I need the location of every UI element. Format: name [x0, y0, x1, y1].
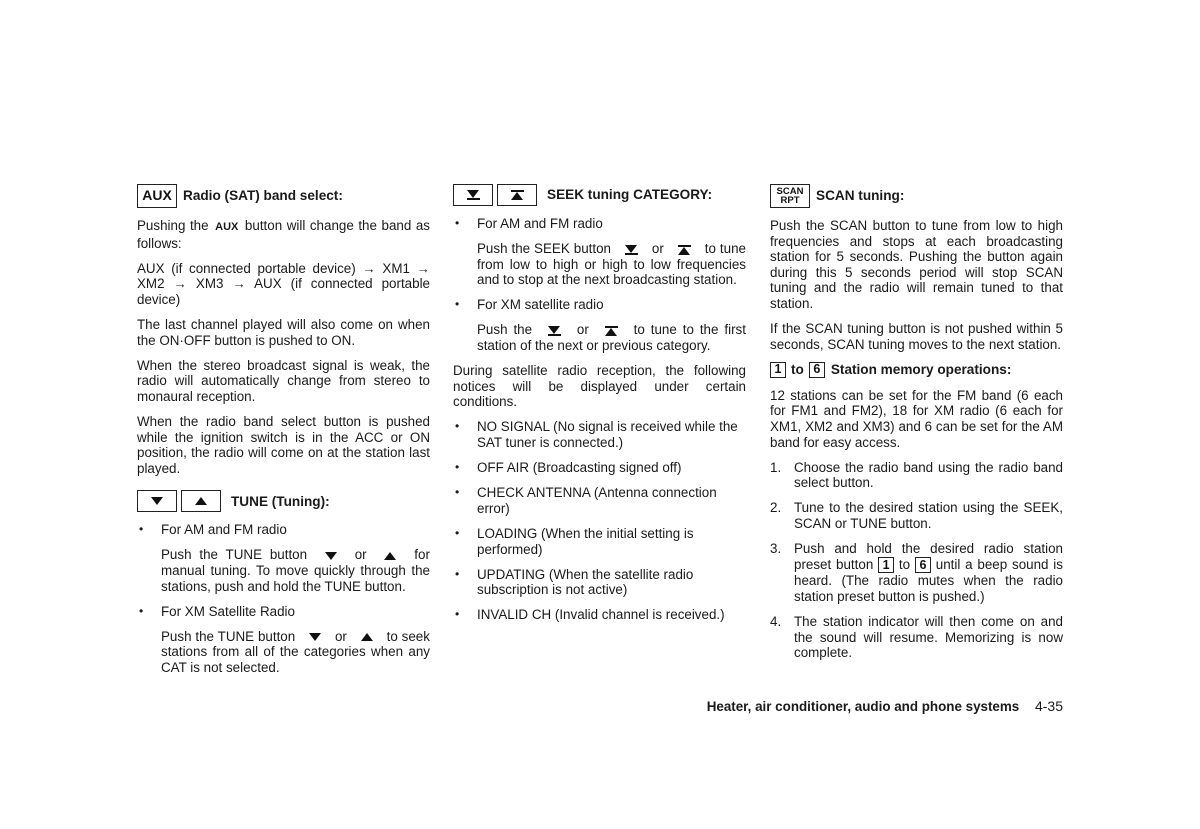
- aux-inline-icon: AUX: [215, 221, 239, 233]
- seek-title: SEEK tuning CATEGORY:: [547, 187, 713, 203]
- page-footer: [600, 698, 1063, 714]
- list-item: • For AM and FM radio Push the SEEK button or to tune from low to high or high to low frequencies and to stop at the next broadcasting station.: [453, 216, 746, 288]
- column-middle: [453, 184, 746, 632]
- list-item: • OFF AIR (Broadcasting signed off): [453, 460, 746, 476]
- seek-down-key-icon: [453, 184, 493, 206]
- stereo-note: When the stereo broadcast signal is weak, the radio will automatically change from stereo to monaural reception.: [137, 357, 430, 404]
- list-item: • For XM satellite radio Push the or to tune to the first station of the next or previous category.: [453, 297, 746, 353]
- list-item: • INVALID CH (Invalid channel is received.): [453, 607, 746, 623]
- tune-up-icon: [361, 633, 373, 641]
- radio-band-heading: [137, 184, 430, 208]
- seek-list: [453, 216, 746, 354]
- preset-6-key-icon: 6: [915, 557, 931, 573]
- notice-list: [453, 419, 746, 622]
- page-number: 4-35: [1034, 698, 1063, 714]
- column-left: [137, 184, 430, 685]
- list-item: • For AM and FM radio Push the TUNE button or for manual tuning. To move quickly through the stations, push and hold the TUNE button.: [137, 522, 430, 594]
- seek-heading: [453, 184, 746, 206]
- list-item: • CHECK ANTENNA (Antenna connection error): [453, 485, 746, 516]
- memory-title: Station memory operations:: [830, 361, 1012, 377]
- seek-up-icon: [678, 245, 691, 255]
- seek-down-icon: [625, 245, 638, 255]
- list-item: 2. Tune to the desired station using the SEEK, SCAN or TUNE button.: [770, 500, 1063, 531]
- memory-paragraph: 12 stations can be set for the FM band (6 each for FM1 and FM2), 18 for XM radio (6 each for XM1, XM2 and XM3) and 6 can be set for the AM band for easy access.: [770, 387, 1063, 450]
- list-item: 4. The station indicator will then come on and the sound will resume. Memorizing is now complete.: [770, 614, 1063, 661]
- tune-up-icon: [384, 552, 396, 560]
- scan-rpt-key-icon: SCAN RPT: [770, 184, 810, 208]
- list-item: 3. Push and hold the desired radio station preset button 1 to 6 until a beep sound is heard. (The radio mutes when the radio station preset button is pushed.): [770, 541, 1063, 604]
- scan-title: SCAN tuning:: [816, 188, 905, 204]
- tune-down-icon: [325, 552, 337, 560]
- tune-down-key-icon: [137, 490, 177, 512]
- section-title: Heater, air conditioner, audio and phone systems: [706, 699, 1020, 714]
- tune-title: TUNE (Tuning):: [231, 493, 330, 509]
- list-item: • LOADING (When the initial setting is performed): [453, 526, 746, 557]
- preset-6-key-icon: 6: [809, 362, 825, 378]
- tune-heading: [137, 490, 430, 512]
- aux-paragraph: Pushing the AUX button will change the band as follows:: [137, 218, 430, 251]
- last-channel-note: The last channel played will also come on when the ON·OFF button is pushed to ON.: [137, 316, 430, 348]
- list-item: • UPDATING (When the satellite radio subscription is not active): [453, 567, 746, 598]
- seek-up-key-icon: [497, 184, 537, 206]
- band-sequence: AUX (if connected portable device) → XM1 → XM2 → XM3 → AUX (if connected portable device): [137, 260, 430, 307]
- memory-heading: 1 to 6 Station memory operations:: [770, 362, 1063, 378]
- radio-band-title: Radio (SAT) band select:: [183, 188, 343, 204]
- tune-up-key-icon: [181, 490, 221, 512]
- column-right: [770, 184, 1063, 670]
- tune-list: [137, 522, 430, 675]
- notice-intro: During satellite radio reception, the following notices will be displayed under certain conditions.: [453, 363, 746, 410]
- ignition-note: When the radio band select button is pushed while the ignition switch is in the ACC or ON position, the radio will come on at the station last played.: [137, 413, 430, 476]
- tune-down-icon: [309, 633, 321, 641]
- scan-heading: [770, 184, 1063, 208]
- scan-timeout-note: If the SCAN tuning button is not pushed within 5 seconds, SCAN tuning moves to the next station.: [770, 321, 1063, 352]
- seek-up-icon: [605, 326, 618, 336]
- list-item: 1. Choose the radio band using the radio band select button.: [770, 459, 1063, 491]
- seek-down-icon: [548, 326, 561, 336]
- aux-key-icon: AUX: [137, 184, 177, 208]
- preset-1-key-icon: 1: [878, 557, 894, 573]
- list-item: • NO SIGNAL (No signal is received while the SAT tuner is connected.): [453, 419, 746, 450]
- memory-steps: [770, 460, 1063, 661]
- list-item: • For XM Satellite Radio Push the TUNE button or to seek stations from all of the categories when any CAT is not selected.: [137, 604, 430, 676]
- scan-paragraph: Push the SCAN button to tune from low to high frequencies and stops at each broadcasting station for 5 seconds. Pushing the button again during this 5 seconds period will stop SCAN tuning and the radio will remain tuned to that station.: [770, 218, 1063, 311]
- preset-1-key-icon: 1: [770, 362, 786, 378]
